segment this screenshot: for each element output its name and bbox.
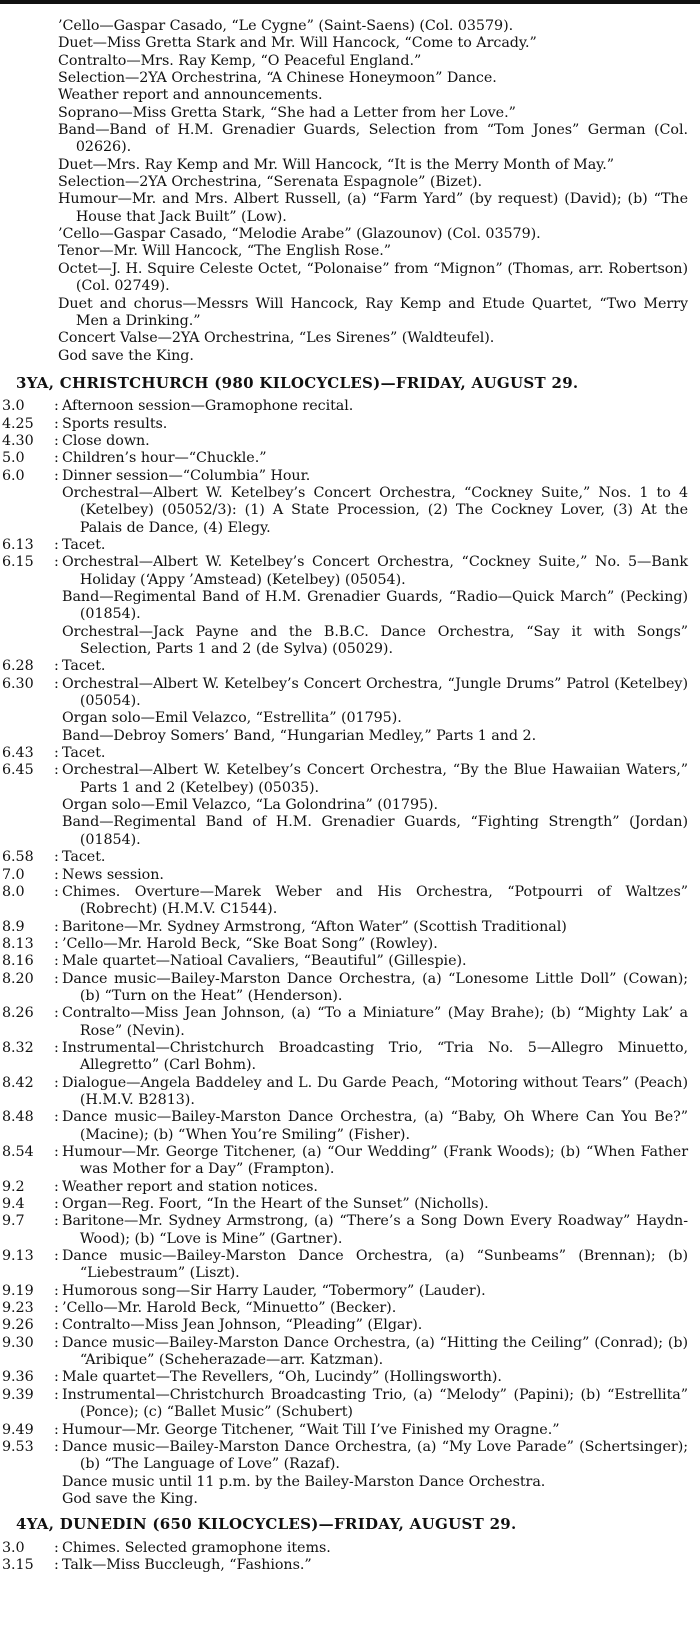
programme-line: Contralto—Mrs. Ray Kemp, “O Peaceful England.” <box>58 52 422 69</box>
schedule-entry <box>2 537 688 554</box>
entry-continuation: Dance music until 11 p.m. by the Bailey-Marston Dance Orchestra. <box>62 1473 546 1490</box>
entry-continuation: Orchestral—Albert W. Ketelbey’s Concert Orchestra, “Cockney Suite,” Nos. 1 to 4 (Ketelbey) (05052/3): (1) A State Procession, (2) The Cockney Lover, (3) At the Palais de Dance, (4) Elegy. <box>62 484 688 536</box>
entry-text: Tacet. <box>62 745 106 762</box>
time-separator: : <box>54 1282 59 1299</box>
programme-line: ’Cello—Gaspar Casado, “Melodie Arabe” (Glazounov) (Col. 03579). <box>58 226 541 243</box>
schedule-entry <box>2 468 688 485</box>
entry-time: 8.9 <box>2 918 25 935</box>
schedule-entry <box>2 745 688 762</box>
entry-text: Sports results. <box>62 415 168 432</box>
time-separator: : <box>54 1386 59 1403</box>
entry-text: Close down. <box>62 432 150 449</box>
schedule-entry <box>2 849 688 866</box>
entry-time: 4.30 <box>2 432 34 449</box>
schedule-entry <box>2 1300 688 1317</box>
time-separator: : <box>54 1178 59 1195</box>
programme-line: Duet—Mrs. Ray Kemp and Mr. Will Hancock, “It is the Merry Month of May.” <box>58 156 615 173</box>
time-separator: : <box>54 849 59 866</box>
entry-time: 8.20 <box>2 970 34 987</box>
time-separator: : <box>54 1438 59 1455</box>
programme-line: Tenor—Mr. Will Hancock, “The English Rose.” <box>58 243 392 260</box>
entry-text: Dance music—Bailey-Marston Dance Orchestra, (a) “My Love Parade” (Schertsinger); (b) “The Language of Love” (Razaf). <box>62 1438 688 1473</box>
programme-line: Octet—J. H. Squire Celeste Octet, “Polonaise” from “Mignon” (Thomas, arr. Robertson) (Col. 02749). <box>58 260 688 295</box>
time-separator: : <box>54 1196 59 1213</box>
schedule-entry <box>2 936 688 953</box>
programme-line: Duet and chorus—Messrs Will Hancock, Ray Kemp and Etude Quartet, “Two Merry Men a Drinking.” <box>58 295 688 329</box>
entry-text: Instrumental—Christchurch Broadcasting Trio, (a) “Melody” (Papini); (b) “Estrellita” (Ponce); (c) “Ballet Music” (Schubert) <box>62 1386 688 1421</box>
entry-time: 6.28 <box>2 658 34 675</box>
entry-time: 8.16 <box>2 953 34 970</box>
entry-time: 9.2 <box>2 1178 25 1195</box>
time-separator: : <box>54 1144 59 1160</box>
time-separator: : <box>54 1556 59 1573</box>
entry-text: Dance music—Bailey-Marston Dance Orchestra, (a) “Hitting the Ceiling” (Conrad); (b) “Aribique” (Scheherazade—arr. Katzman). <box>62 1334 688 1369</box>
entry-text: Male quartet—Natioal Cavaliers, “Beautiful” (Gillespie). <box>62 953 467 970</box>
entry-continuation: God save the King. <box>62 1490 198 1507</box>
time-separator: : <box>54 554 59 571</box>
time-separator: : <box>54 1109 59 1126</box>
programme-line: Band—Band of H.M. Grenadier Guards, Selection from “Tom Jones” German (Col. 02626). <box>58 122 688 156</box>
entry-time: 7.0 <box>2 866 25 883</box>
entry-text: Afternoon session—Gramophone recital. <box>62 398 354 415</box>
entry-text: Children’s hour—“Chuckle.” <box>62 450 267 467</box>
schedule-entry <box>2 762 688 797</box>
entry-time: 8.54 <box>2 1144 34 1160</box>
schedule-entry <box>2 1439 688 1474</box>
entry-text: Baritone—Mr. Sydney Armstrong, “Afton Water” (Scottish Traditional) <box>62 918 567 935</box>
heading-3ya: 3YA, CHRISTCHURCH (980 KILOCYCLES)—FRIDAY, AUGUST 29. <box>16 373 579 392</box>
entry-continuation: Organ solo—Emil Velazco, “La Golondrina” (01795). <box>62 797 439 814</box>
entry-text: Tacet. <box>62 658 106 675</box>
time-separator: : <box>54 1421 59 1438</box>
entry-text: Orchestral—Albert W. Ketelbey’s Concert Orchestra, “Cockney Suite,” No. 5—Bank Holiday (‘Appy ’Amstead) (Ketelbey) (05054). <box>62 554 688 588</box>
entry-time: 9.53 <box>2 1438 34 1455</box>
entry-text: Orchestral—Albert W. Ketelbey’s Concert Orchestra, “By the Blue Hawaiian Waters,” Parts 1 and 2 (Ketelbey) (05035). <box>62 762 688 796</box>
entry-continuation: Band—Debroy Somers’ Band, “Hungarian Medley,” Parts 1 and 2. <box>62 727 537 744</box>
time-separator: : <box>54 467 59 484</box>
schedule-entry <box>2 416 688 433</box>
schedule-entry <box>2 1075 688 1110</box>
entry-time: 9.13 <box>2 1248 34 1265</box>
entry-time: 6.45 <box>2 762 34 779</box>
time-separator: : <box>54 450 59 467</box>
schedule-entry <box>2 1540 688 1557</box>
entry-time: 9.19 <box>2 1282 34 1299</box>
entry-continuation: Orchestral—Jack Payne and the B.B.C. Dance Orchestra, “Say it with Songs” Selection, Parts 1 and 2 (de Sylva) (05029). <box>62 623 688 658</box>
entry-text: News session. <box>62 866 164 883</box>
entry-time: 9.23 <box>2 1300 34 1317</box>
entry-text: Male quartet—The Revellers, “Oh, Lucindy” (Hollingsworth). <box>62 1369 502 1386</box>
programme-line: God save the King. <box>58 347 194 364</box>
time-separator: : <box>54 398 59 415</box>
entry-text: ’Cello—Mr. Harold Beck, “Ske Boat Song” (Rowley). <box>62 935 438 952</box>
time-separator: : <box>54 415 59 432</box>
schedule-entry <box>2 1196 688 1213</box>
programme-line: Duet—Miss Gretta Stark and Mr. Will Hancock, “Come to Arcady.” <box>58 35 537 52</box>
entry-text: Talk—Miss Buccleugh, “Fashions.” <box>62 1556 312 1573</box>
top-rule <box>0 0 700 4</box>
schedule-entry <box>2 1369 688 1386</box>
schedule-entry <box>2 884 688 919</box>
programme-line: Concert Valse—2YA Orchestrina, “Les Sirenes” (Waldteufel). <box>58 330 495 347</box>
entry-time: 3.0 <box>2 1539 25 1556</box>
entry-text: Weather report and station notices. <box>62 1178 318 1195</box>
entry-time: 5.0 <box>2 450 25 467</box>
schedule-entry <box>2 1213 688 1248</box>
schedule-entry <box>2 1179 688 1196</box>
time-separator: : <box>54 1369 59 1386</box>
entry-time: 9.26 <box>2 1317 34 1334</box>
entry-time: 3.15 <box>2 1556 34 1573</box>
entry-time: 6.0 <box>2 467 25 484</box>
time-separator: : <box>54 918 59 935</box>
entry-text: Dance music—Bailey-Marston Dance Orchestra, (a) “Lonesome Little Doll” (Cowan); (b) “Turn on the Heat” (Henderson). <box>62 970 688 1004</box>
time-separator: : <box>54 883 59 900</box>
time-separator: : <box>54 1005 59 1022</box>
time-separator: : <box>54 970 59 987</box>
entry-text: Baritone—Mr. Sydney Armstrong, (a) “There’s a Song Down Every Roadway” Haydn-Wood); (b) “Love is Mine” (Gartner). <box>62 1213 688 1247</box>
entry-text: Tacet. <box>62 536 106 553</box>
entry-text: Contralto—Miss Jean Johnson, “Pleading” (Elgar). <box>62 1317 423 1334</box>
programme-line: Humour—Mr. and Mrs. Albert Russell, (a) “Farm Yard” (by request) (David); (b) “The House that Jack Built” (Low). <box>58 191 688 225</box>
programme-line: ’Cello—Gaspar Casado, “Le Cygne” (Saint-Saens) (Col. 03579). <box>58 18 514 34</box>
schedule-entry <box>2 1387 688 1422</box>
entry-text: Humorous song—Sir Harry Lauder, “Tobermory” (Lauder). <box>62 1282 486 1299</box>
time-separator: : <box>54 1213 59 1230</box>
schedule-entry <box>2 398 688 415</box>
entry-time: 9.39 <box>2 1386 34 1403</box>
entry-time: 3.0 <box>2 398 25 415</box>
entry-time: 8.0 <box>2 883 25 900</box>
time-separator: : <box>54 1334 59 1351</box>
time-separator: : <box>54 675 59 692</box>
entry-time: 9.7 <box>2 1213 25 1230</box>
programme-column <box>2 18 688 1574</box>
programme-line: Weather report and announcements. <box>58 87 323 104</box>
entry-text: Dance music—Bailey-Marston Dance Orchestra, (a) “Baby, Oh Where Can You Be?” (Macine); (b) “When You’re Smiling” (Fisher). <box>62 1109 688 1143</box>
schedule-entry <box>2 1335 688 1370</box>
entry-time: 8.32 <box>2 1039 34 1056</box>
schedule-entry <box>2 658 688 675</box>
programme-3ya <box>2 398 688 1508</box>
entry-text: Chimes. Overture—Marek Weber and His Orchestra, “Potpourri of Waltzes” (Robrecht) (H.M.V. C1544). <box>62 883 688 918</box>
entry-time: 6.15 <box>2 554 34 571</box>
schedule-entry <box>2 1040 688 1075</box>
time-separator: : <box>54 1539 59 1556</box>
entry-time: 8.26 <box>2 1005 34 1022</box>
schedule-entry <box>2 1144 688 1179</box>
entry-text: Organ—Reg. Foort, “In the Heart of the Sunset” (Nicholls). <box>62 1196 489 1213</box>
schedule-entry <box>2 971 688 1006</box>
schedule-entry <box>2 1317 688 1334</box>
entry-time: 8.13 <box>2 935 34 952</box>
schedule-entry <box>2 554 688 589</box>
programme-4ya <box>2 1540 688 1575</box>
time-separator: : <box>54 658 59 675</box>
time-separator: : <box>54 536 59 553</box>
programme-line: Selection—2YA Orchestrina, “Serenata Espagnole” (Bizet). <box>58 174 482 191</box>
schedule-entry <box>2 1109 688 1144</box>
entry-continuation: Band—Regimental Band of H.M. Grenadier Guards, “Radio—Quick March” (Pecking) (01854). <box>62 589 688 623</box>
schedule-entry <box>2 1422 688 1439</box>
schedule-entry <box>2 1557 688 1574</box>
schedule-entry <box>2 953 688 970</box>
entry-text: Dialogue—Angela Baddeley and L. Du Garde Peach, “Motoring without Tears” (Peach) (H.M.V. B2813). <box>62 1074 688 1108</box>
time-separator: : <box>54 1248 59 1265</box>
entry-text: ’Cello—Mr. Harold Beck, “Minuetto” (Becker). <box>62 1300 397 1317</box>
entry-text: Instrumental—Christchurch Broadcasting Trio, “Tria No. 5—Allegro Minuetto, Allegretto” (Carl Bohm). <box>62 1039 688 1074</box>
entry-time: 6.58 <box>2 849 34 866</box>
entry-text: Humour—Mr. George Titchener, “Wait Till I’ve Finished my Oragne.” <box>62 1421 560 1438</box>
time-separator: : <box>54 1300 59 1317</box>
entry-time: 6.43 <box>2 745 34 762</box>
time-separator: : <box>54 432 59 449</box>
intro-programme <box>2 18 688 365</box>
entry-text: Orchestral—Albert W. Ketelbey’s Concert Orchestra, “Jungle Drums” Patrol (Ketelbey) (05054). <box>62 675 688 710</box>
entry-continuation: Organ solo—Emil Velazco, “Estrellita” (01795). <box>62 710 402 727</box>
time-separator: : <box>54 1317 59 1334</box>
entry-time: 9.49 <box>2 1421 34 1438</box>
entry-time: 8.42 <box>2 1074 34 1091</box>
entry-continuation: Band—Regimental Band of H.M. Grenadier Guards, “Fighting Strength” (Jordan) (01854). <box>62 814 688 848</box>
entry-text: Dinner session—“Columbia” Hour. <box>62 467 311 484</box>
schedule-entry <box>2 1283 688 1300</box>
schedule-entry <box>2 919 688 936</box>
schedule-entry <box>2 1248 688 1283</box>
entry-time: 8.48 <box>2 1109 34 1126</box>
time-separator: : <box>54 953 59 970</box>
time-separator: : <box>54 745 59 762</box>
entry-time: 9.4 <box>2 1196 25 1213</box>
time-separator: : <box>54 1074 59 1091</box>
schedule-entry <box>2 433 688 450</box>
entry-time: 6.30 <box>2 675 34 692</box>
time-separator: : <box>54 866 59 883</box>
entry-text: Contralto—Miss Jean Johnson, (a) “To a Miniature” (May Brahe); (b) “Mighty Lak’ a Rose” (Nevin). <box>62 1005 688 1039</box>
entry-time: 9.30 <box>2 1334 34 1351</box>
entry-time: 9.36 <box>2 1369 34 1386</box>
time-separator: : <box>54 1039 59 1056</box>
entry-text: Humour—Mr. George Titchener, (a) “Our Wedding” (Frank Woods); (b) “When Father was Mother for a Day” (Frampton). <box>62 1144 688 1178</box>
schedule-entry <box>2 1005 688 1040</box>
heading-4ya: 4YA, DUNEDIN (650 KILOCYCLES)—FRIDAY, AUGUST 29. <box>16 1515 517 1534</box>
entry-time: 6.13 <box>2 536 34 553</box>
time-separator: : <box>54 762 59 779</box>
programme-line: Selection—2YA Orchestrina, “A Chinese Honeymoon” Dance. <box>58 70 497 87</box>
entry-text: Chimes. Selected gramophone items. <box>62 1539 331 1556</box>
schedule-entry <box>2 676 688 711</box>
time-separator: : <box>54 935 59 952</box>
entry-text: Dance music—Bailey-Marston Dance Orchestra, (a) “Sunbeams” (Brennan); (b) “Liebestraum” (Liszt). <box>62 1248 688 1282</box>
schedule-entry <box>2 867 688 884</box>
entry-time: 4.25 <box>2 415 34 432</box>
entry-text: Tacet. <box>62 849 106 866</box>
programme-line: Soprano—Miss Gretta Stark, “She had a Letter from her Love.” <box>58 104 516 121</box>
schedule-entry <box>2 450 688 467</box>
